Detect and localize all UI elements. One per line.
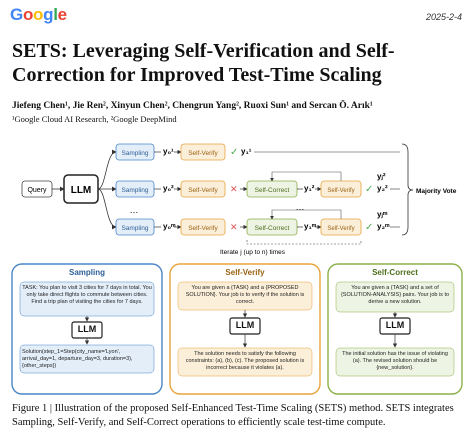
check-icon-1: ✓ [230, 147, 239, 158]
y0-2: y₀² [163, 184, 174, 193]
dots-mid: … [295, 202, 305, 212]
majority-vote-label: Majority Vote [416, 188, 457, 195]
logo-letter: o [33, 5, 44, 24]
sampling-llm: LLM [77, 324, 97, 334]
y1-1: y₁¹ [241, 147, 252, 156]
y1-2: y₁² [304, 184, 315, 193]
verify-panel-title: Self-Verify [225, 268, 265, 277]
affiliations: ¹Google Cloud AI Research, ²Google DeepMind [12, 114, 177, 124]
self-verify-label-3b: Self-Verify [327, 226, 355, 232]
sampling-label-1: Sampling [121, 150, 149, 157]
self-correct-label-3: Self-Correct [254, 225, 290, 232]
check-icon-2: ✓ [365, 184, 374, 195]
paper-title: SETS: Leveraging Self-Verification and Self-Correction for Improved Test-Time Scaling [12, 40, 395, 86]
sets-diagram [0, 130, 474, 260]
figure-caption: Figure 1 | Illustration of the proposed Self-Enhanced Test-Time Scaling (SETS) method. SETS integrates Sampling, Self-Verify, and Self-Correct operations to efficiently scale test-time compute. [12, 403, 454, 428]
self-verify-label-3: Self-Verify [188, 225, 218, 232]
y1-m: y₁ᵐ [304, 222, 317, 231]
query-label: Query [27, 187, 47, 194]
self-verify-label-2: Self-Verify [188, 187, 218, 194]
sampling-output-text: Solution(step_1=Step(city_name='Lyon', arrival_day=1, departure_day=3, duration=3), {other_steps}) [22, 349, 133, 369]
y0-m: y₀ᵐ [163, 222, 176, 231]
y2-m: y₂ᵐ [377, 222, 390, 231]
self-verify-label-1: Self-Verify [188, 150, 218, 157]
sampling-label-2: Sampling [121, 187, 149, 194]
sampling-panel-title: Sampling [68, 268, 105, 277]
sampling-task-text: TASK: You plan to visit 3 cities for 7 days in total. You only take direct flights to commute between cities. Find a trip plan of visiting the cities for 7 days. [22, 285, 152, 305]
llm-label: LLM [70, 185, 92, 196]
iterate-label: Iterate j (up to n) times [220, 249, 286, 256]
verify-llm: LLM [235, 320, 255, 330]
correct-llm: LLM [385, 320, 405, 330]
correct-panel-title: Self-Correct [372, 268, 418, 277]
yj-2: yⱼ² [377, 172, 386, 181]
correct-output-text: The initial solution has the issue of violating (a). The revised solution should be {new_solution}. [342, 351, 448, 371]
logo-letter: e [57, 5, 67, 24]
check-icon-3: ✓ [365, 222, 374, 233]
logo-letter: g [43, 5, 54, 24]
verify-output-text: The solution needs to satisfy the following constraints: (a), (b), (c). The proposed solution is incorrect because it violates (a). [185, 351, 305, 371]
y0-1: y₀¹ [163, 147, 174, 156]
authors: Jiefeng Chen¹, Jie Ren², Xinyun Chen², Chengrun Yang², Ruoxi Sun¹ and Sercan Ö. Arık¹ [12, 101, 373, 111]
verify-prompt-text: You are given a {TASK} and a {PROPOSED SOLUTION}. Your job is to verify if the solution is correct. [185, 285, 305, 305]
self-correct-label-2: Self-Correct [254, 187, 290, 194]
sampling-label-3: Sampling [121, 225, 149, 232]
google-logo [10, 5, 67, 25]
self-verify-label-2b: Self-Verify [327, 188, 355, 194]
y2-2: y₂² [377, 184, 388, 193]
correct-prompt-text: You are given a {TASK} and a set of {SOLUTION-ANALYSIS} pairs. Your job is to derive a new solution. [340, 285, 450, 305]
yj-m: yⱼᵐ [377, 210, 388, 219]
cross-icon-3: ✕ [230, 222, 238, 232]
cross-icon-2: ✕ [230, 184, 238, 194]
logo-letter: l [53, 5, 58, 24]
date: 2025-2-4 [425, 12, 462, 22]
logo-letter: G [10, 5, 23, 24]
dots: … [129, 205, 139, 215]
logo-letter: o [22, 5, 34, 24]
